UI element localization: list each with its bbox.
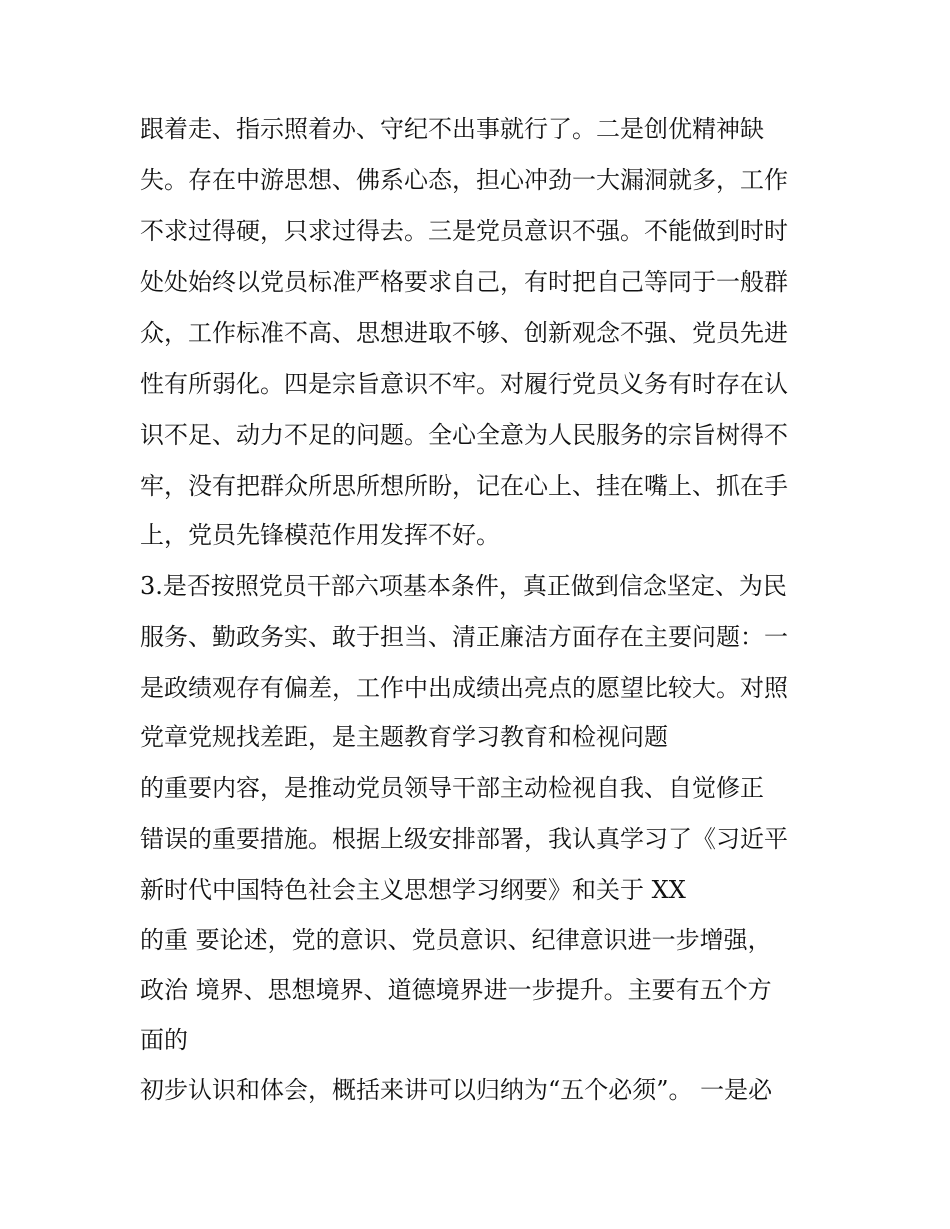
text-line: 上，党员先锋模范作用发挥不好。 [140,521,500,549]
text-line: 失。存在中游思想、佛系心态，担心冲劲一大漏洞就多，工作 [140,166,788,194]
text-line: 不求过得硬，只求过得去。三是党员意识不强。不能做到时时 [140,217,788,245]
text-line: 政治 境界、思想境界、道德境界进一步提升。主要有五个方 [140,976,772,1004]
text-line: 服务、勤政务实、敢于担当、清正廉洁方面存在主要问题：一 [140,623,788,651]
text-line: 的重要内容，是推动党员领导干部主动检视自我、自觉修正 [140,774,764,802]
text-line: 处处始终以党员标准严格要求自己，有时把自己等同于一般群 [140,268,788,296]
text-line: 新时代中国特色社会主义思想学习纲要》和关于 XX [140,876,686,904]
text-line: 牢，没有把群众所思所想所盼，记在心上、挂在嘴上、抓在手 [140,472,788,500]
text-line: 3.是否按照党员干部六项基本条件，真正做到信念坚定、为民 [140,572,787,600]
text-line: 是政绩观存有偏差，工作中出成绩出亮点的愿望比较大。对照 [140,674,788,702]
text-line: 跟着走、指示照着办、守纪不出事就行了。二是创优精神缺 [140,115,764,143]
text-line: 党章党规找差距，是主题教育学习教育和检视问题 [140,723,668,751]
text-line: 面的 [140,1026,188,1054]
text-line: 错误的重要措施。根据上级安排部署，我认真学习了《习近平 [140,825,788,853]
text-line: 性有所弱化。四是宗旨意识不牢。对履行党员义务有时存在认 [140,370,788,398]
text-line: 的重 要论述，党的意识、党员意识、纪律意识进一步增强， [140,926,772,954]
text-line: 初步认识和体会，概括来讲可以归纳为“五个必须”。 一是必 [140,1076,773,1104]
text-line: 识不足、动力不足的问题。全心全意为人民服务的宗旨树得不 [140,421,788,449]
text-line: 众，工作标准不高、思想进取不够、创新观念不强、党员先进 [140,319,788,347]
